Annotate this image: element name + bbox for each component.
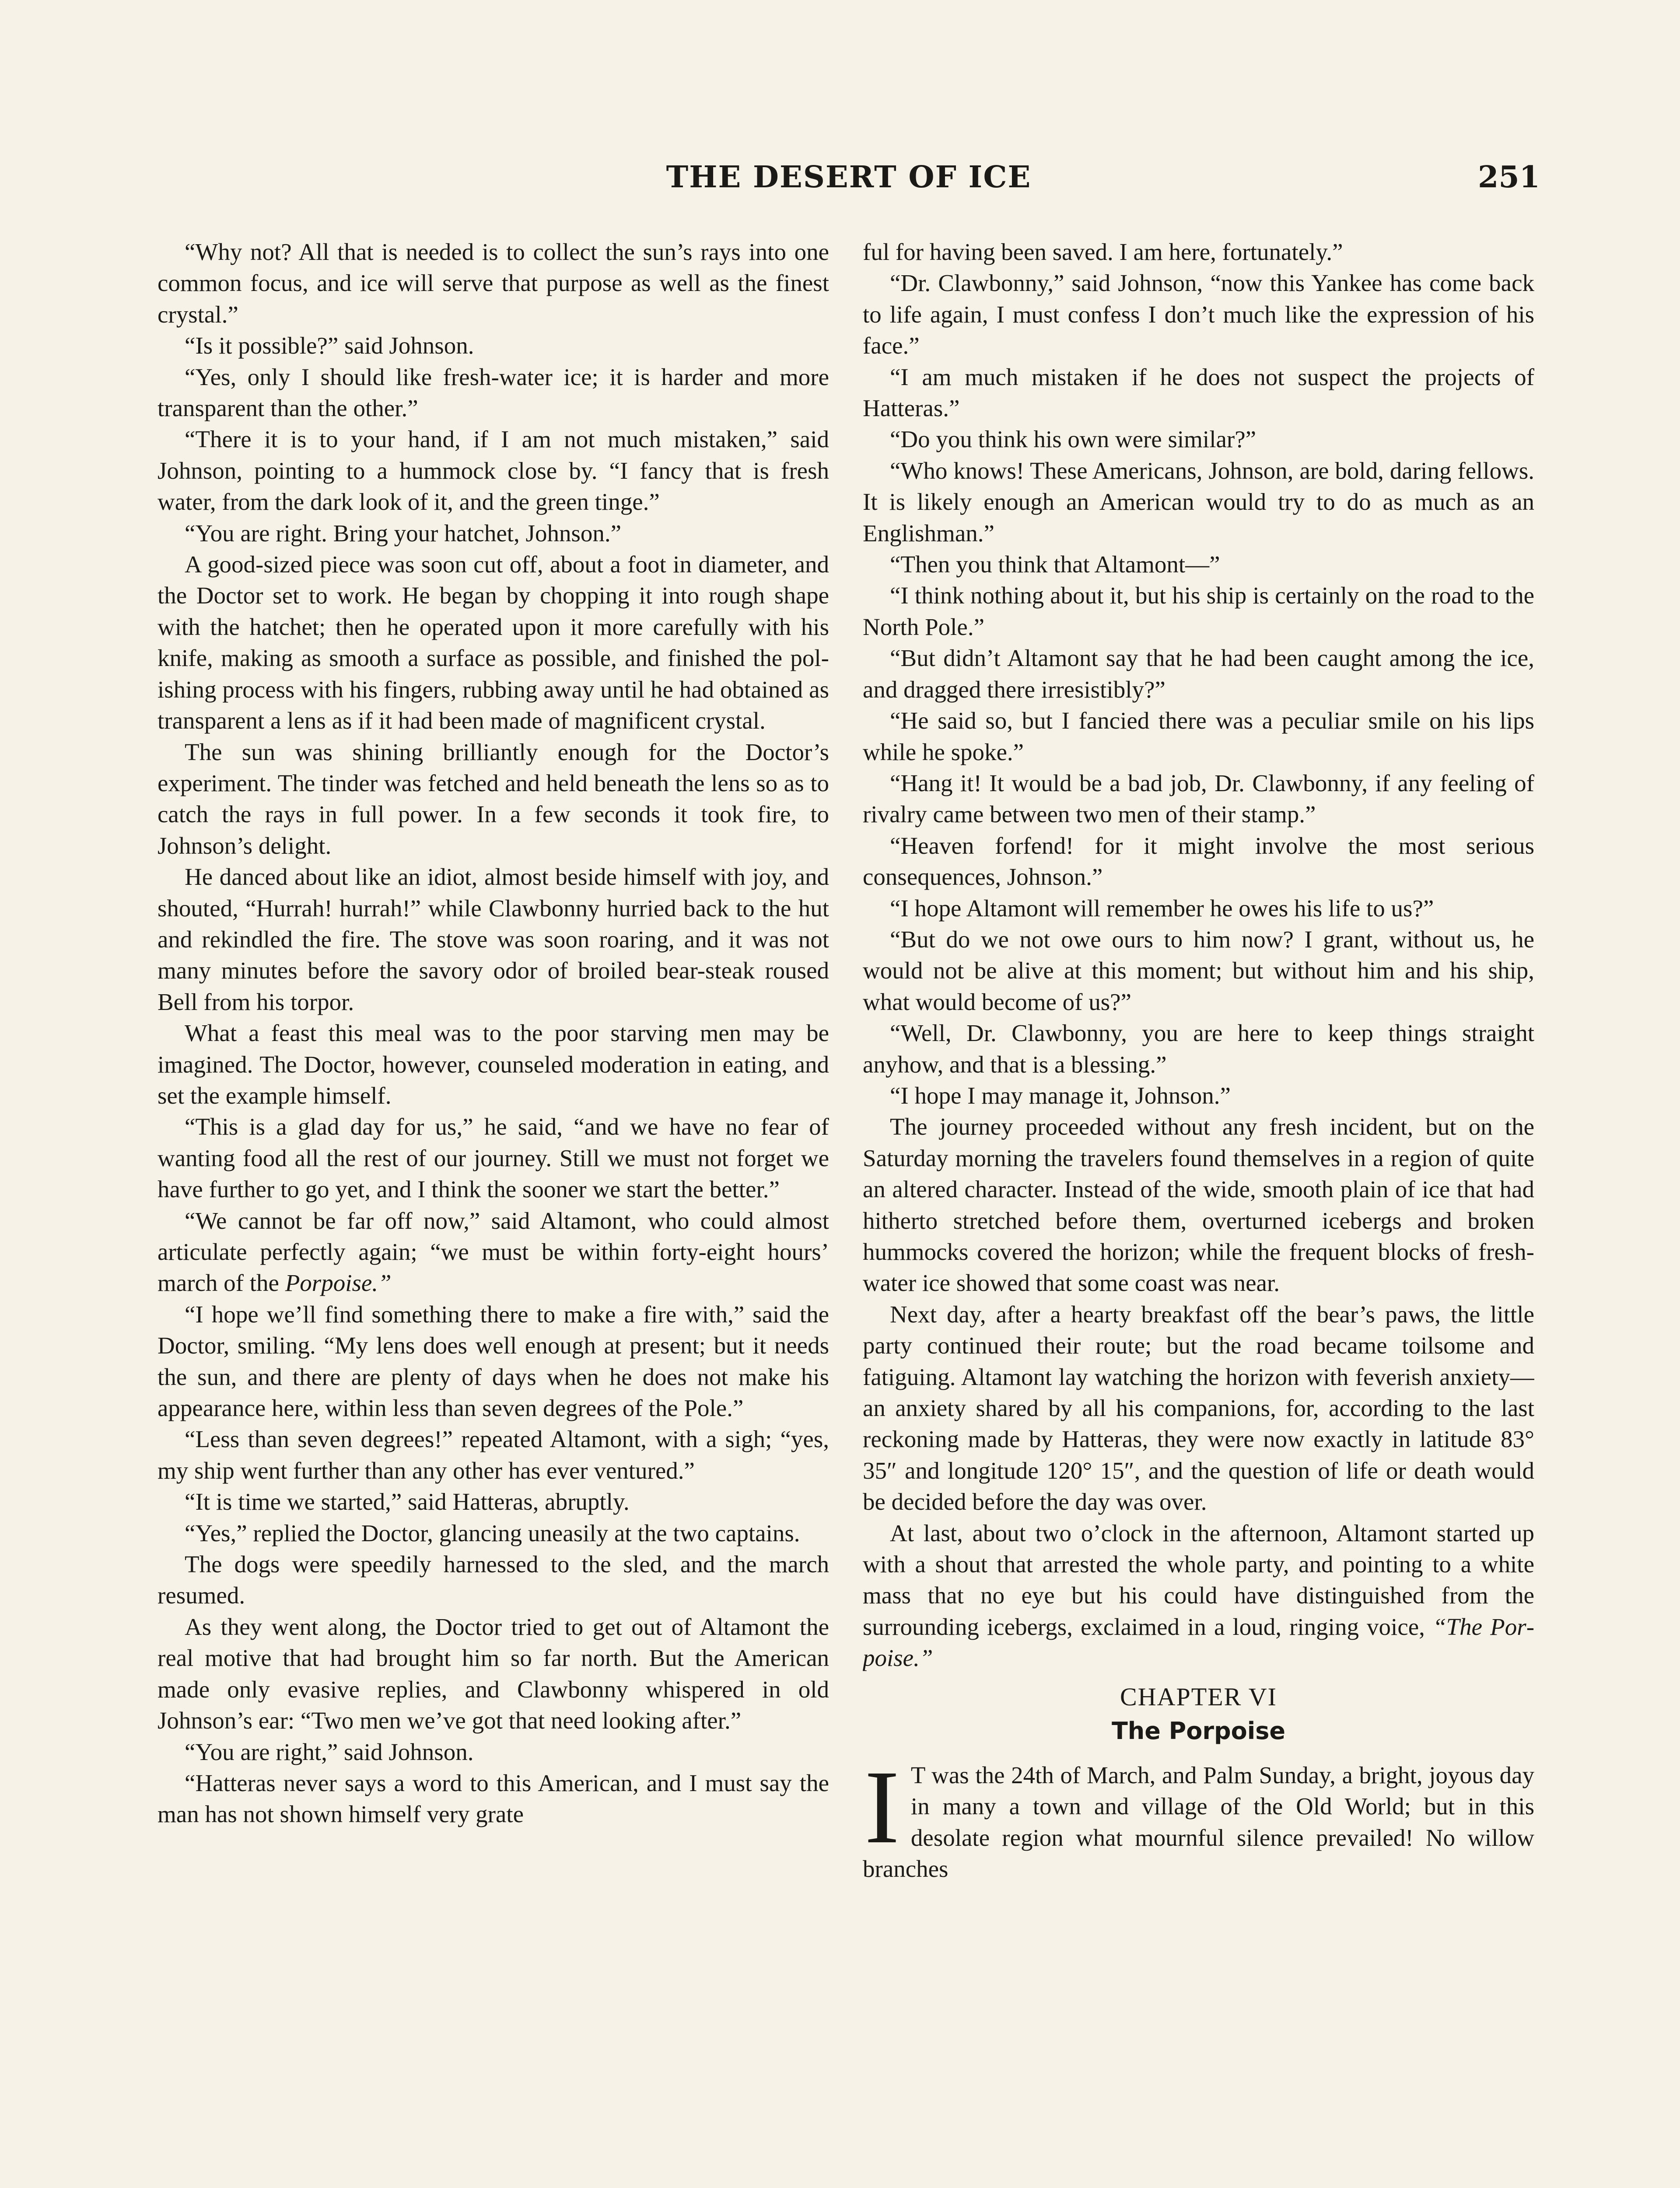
paragraph [863,455,1534,549]
paragraph [863,642,1534,705]
paragraph-text: He danced about like an idiot, almost beside himself with joy, and shouted, “Hurrah! hurrah!” while Clawbonny hurried back to the hut and rekindled the fire. The stove was soon roaring, and it was not many minutes before the savory odor of broiled bear-steak roused Bell from his torpor. [158,863,829,1015]
paragraph [863,1080,1534,1111]
paragraph-text: “This is a glad day for us,” he said, “and we have no fear of wanting food all the rest of our journey. Still we must not forget we have further to go yet, and I think the sooner we start the better.” [158,1113,829,1203]
paragraph [863,1299,1534,1518]
paragraph-text: The dogs were speedily harnessed to the sled, and the march resumed. [158,1551,829,1609]
paragraph [158,1486,829,1517]
paragraph [158,424,829,517]
paragraph [158,1299,829,1424]
paragraph-text: “Yes, only I should like fresh-water ice; it is harder and more transparent than the other.” [158,363,829,422]
chapter-opening-text: T was the 24th of March, and Palm Sunday, a bright, joyous day in many a town and village of the Old World; but in this desolate region what mournful silence prevailed! No willow branches [863,1761,1534,1882]
page-number: 251 [1478,160,1540,195]
left-column [158,236,829,2135]
paragraph [158,1767,829,1830]
paragraph-text: At last, about two o’clock in the afternoon, Altamont started up with a shout that arrested the whole party, and pointing to a white mass that no eye but his could have distinguished from the surrounding icebergs, exclaimed in a loud, ringing voice, [863,1519,1534,1640]
page-header [158,160,1540,212]
paragraph-text: “It is time we started,” said Hatteras, abruptly. [185,1488,630,1515]
paragraph-text: “I am much mistaken if he does not suspect the projects of Hatteras.” [863,363,1534,422]
paragraph-text: “Hatteras never says a word to this American, and I must say the man has not shown himself very grate [158,1769,829,1828]
paragraph-text: “Is it possible?” said Johnson. [185,332,474,359]
paragraph [158,1017,829,1111]
paragraph-text: “Do you think his own were similar?” [890,426,1256,453]
paragraph [863,580,1534,642]
paragraph [863,236,1534,267]
paragraph-text: “I think nothing about it, but his ship is certainly on the road to the North Pole.” [863,582,1534,640]
paragraph [863,1017,1534,1080]
paragraph-text: What a feast this meal was to the poor starving men may be imagined. The Doctor, however, counseled moderation in eating, and set the example himself. [158,1020,829,1109]
paragraph [863,830,1534,893]
paragraph [158,1111,829,1205]
paragraph-text: “Why not? All that is needed is to collect the sun’s rays into one common focus, and ice will serve that purpose as well as the finest crystal.” [158,238,829,328]
paragraph [863,893,1534,924]
paragraph-text: As they went along, the Doctor tried to get out of Altamont the real motive that had brought him so far north. But the American made only evasive replies, and Clawbonny whispered in old Johnson’s ear: “Two men we’ve got that need looking after.” [158,1613,829,1734]
paragraph-text: “Then you think that Altamont—” [890,551,1220,578]
paragraph [863,768,1534,830]
paragraph-text: “Heaven forfend! for it might involve the most serious consequences, Johnson.” [863,832,1534,891]
paragraph-text: “You are right,” said Johnson. [185,1738,474,1765]
running-head: THE DESERT OF ICE [666,160,1032,195]
paragraph [158,1549,829,1611]
right-column [863,236,1534,2135]
paragraph [863,705,1534,768]
paragraph-text: “You are right. Bring your hatchet, Johnson.” [185,519,622,547]
paragraph-text: “I hope we’ll find something there to make a fire with,” said the Doctor, smiling. “My lens does well enough at present; but it needs the sun, and there are plenty of days when he does not make his appearance here, within less than seven degrees of the Pole.” [158,1301,829,1422]
paragraph-text: “But do we not owe ours to him now? I grant, without us, he would not be alive at this moment; but without him and his ship, what would become of us?” [863,926,1534,1015]
paragraph [863,924,1534,1017]
paragraph [158,518,829,549]
paragraph [863,267,1534,361]
paragraph [863,549,1534,580]
paragraph-text: “I hope I may manage it, Johnson.” [890,1082,1231,1109]
paragraph-text: “We cannot be far off now,” said Altamont, who could almost articulate perfectly again; “we must be within forty-eight hours’ march of the [158,1207,829,1297]
paragraph [158,549,829,736]
paragraph-text: A good-sized piece was soon cut off, about a foot in diameter, and the Doctor set to work. He began by chopping it into rough shape with the hatchet; then he operated upon it more carefully with his knife, making as smooth a surface as possible, and finished the polishing process with his fingers, rubbing away until he had obtained as transparent a lens as if it had been made of magnificent crystal. [158,551,829,734]
paragraph [863,1518,1534,1674]
paragraph [158,330,829,361]
paragraph-text: Next day, after a hearty breakfast off the bear’s paws, the little party continued their route; but the road became toilsome and fatiguing. Altamont lay watching the horizon with feverish anxiety—an anxiety shared by all his companions, for, according to the last reckoning made by Hatteras, they were now exactly in latitude 83° 35″ and longitude 120° 15″, and the question of life or death would be decided before the day was over. [863,1301,1534,1515]
paragraph-text: “Who knows! These Americans, Johnson, are bold, daring fellows. It is likely enough an American would try to do as much as an Englishman.” [863,457,1534,547]
paragraph [863,361,1534,424]
drop-cap: I [864,1748,900,1865]
paragraph-text: “Hang it! It would be a bad job, Dr. Clawbonny, if any feeling of rivalry came between two men of their stamp.” [863,769,1534,828]
paragraph-text: The journey proceeded without any fresh incident, but on the Saturday morning the travelers found themselves in a region of quite an altered character. Instead of the wide, smooth plain of ice that had hitherto stretched before them, overturned icebergs and broken hummocks covered the horizon; while the frequent blocks of fresh-water ice showed that some coast was near. [863,1113,1534,1297]
paragraph-text: “Well, Dr. Clawbonny, you are here to keep things straight anyhow, and that is a blessing.” [863,1020,1534,1078]
paragraph-text: “Yes,” replied the Doctor, glancing uneasily at the two captains. [185,1519,800,1546]
paragraph-text: ful for having been saved. I am here, fortunately.” [863,238,1343,265]
paragraph [158,1518,829,1549]
paragraph-text: The sun was shining brilliantly enough for the Doctor’s experiment. The tinder was fetched and held beneath the lens so as to catch the rays in full power. In a few seconds it took fire, to Johnson’s delight. [158,738,829,859]
italic-text: Porpoise.” [285,1269,392,1297]
paragraph [158,236,829,330]
paragraph-text: “But didn’t Altamont say that he had been caught among the ice, and dragged there irresistibly?” [863,645,1534,703]
paragraph [863,1111,1534,1298]
paragraph [863,424,1534,455]
paragraph-text: “Less than seven degrees!” repeated Altamont, with a sigh; “yes, my ship went further than any other has ever ventured.” [158,1426,829,1484]
chapter-number: CHAPTER VI [1120,1682,1277,1711]
paragraph-text: “There it is to your hand, if I am not much mistaken,” said Johnson, pointing to a hummock close by. “I fancy that is fresh water, from the dark look of it, and the green tinge.” [158,426,829,515]
paragraph-text: “I hope Altamont will remember he owes his life to us?” [890,894,1434,922]
paragraph [158,1611,829,1736]
paragraph [158,1205,829,1299]
chapter-opening-paragraph [863,1748,1534,1885]
paragraph [158,861,829,1017]
right-column-paragraphs [863,236,1534,1674]
italic-text: “The Porpoise.” [863,1613,1534,1672]
paragraph-text: “He said so, but I fancied there was a peculiar smile on his lips while he spoke.” [863,707,1534,765]
paragraph [158,1424,829,1486]
paragraph-text: “Dr. Clawbonny,” said Johnson, “now this Yankee has come back to life again, I must confess I don’t much like the expression of his face.” [863,270,1534,359]
paragraph [158,736,829,862]
paragraph [158,1736,829,1767]
chapter-title: The Porpoise [1111,1717,1286,1745]
paragraph [158,361,829,424]
